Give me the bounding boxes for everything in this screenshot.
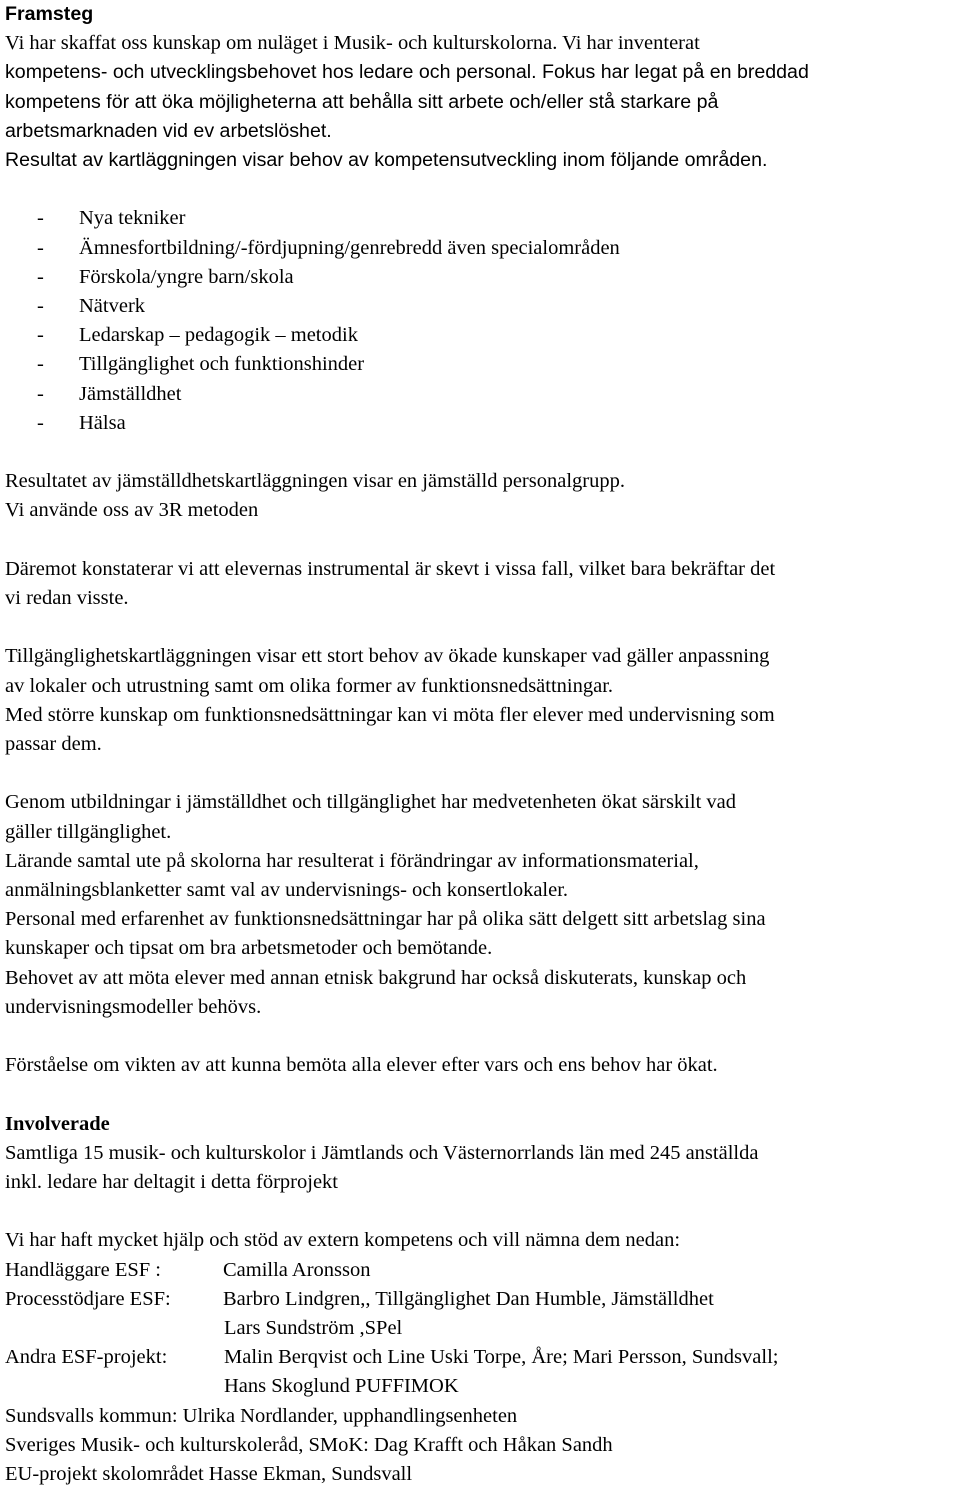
competence-area-list bbox=[5, 204, 955, 438]
list-item: - Tillgänglighet och funktionshinder bbox=[5, 350, 955, 379]
intro-line: Resultat av kartläggningen visar behov av kompetensutveckling inom följande områden. bbox=[5, 149, 768, 172]
help-intro: Vi har haft mycket hjälp och stöd av extern kompetens och vill nämna dem nedan: bbox=[5, 1229, 681, 1252]
contact-value: Camilla Aronsson bbox=[223, 1258, 371, 1281]
contact-row-andra bbox=[5, 1343, 955, 1372]
intro-line: kompetens för att öka möjligheterna att behålla sitt arbete och/eller stå starkare på bbox=[5, 90, 719, 113]
skew-line: vi redan visste. bbox=[5, 587, 129, 610]
spacer bbox=[5, 1080, 955, 1109]
contact-row-processtodjare bbox=[5, 1285, 955, 1314]
list-item: - Nya tekniker bbox=[5, 204, 955, 233]
contact-row-handlaggare bbox=[5, 1256, 955, 1285]
list-item: - Ledarskap – pedagogik – metodik bbox=[5, 321, 955, 350]
list-item: - Hälsa bbox=[5, 409, 955, 438]
result-line: Vi använde oss av 3R metoden bbox=[5, 499, 259, 522]
intro-line: kompetens- och utvecklingsbehovet hos ledare och personal. Fokus har legat på en breddad bbox=[5, 61, 809, 84]
training-line: kunskaper och tipsat om bra arbetsmetoder och bemötande. bbox=[5, 937, 493, 960]
contact-label: Processtödjare ESF: bbox=[5, 1287, 171, 1310]
spacer bbox=[5, 1022, 955, 1051]
accessibility-line: Med större kunskap om funktionsnedsättningar kan vi möta fler elever med undervisning som bbox=[5, 703, 775, 726]
result-line: Resultatet av jämställdhetskartläggningen visar en jämställd personalgrupp. bbox=[5, 470, 625, 493]
list-item: - Jämställdhet bbox=[5, 380, 955, 409]
training-line: Personal med erfarenhet av funktionsnedsättningar har på olika sätt delgett sitt arbetslag sina bbox=[5, 908, 766, 931]
training-line: gäller tillgänglighet. bbox=[5, 820, 172, 843]
involved-line: Samtliga 15 musik- och kulturskolor i Jämtlands och Västernorrlands län med 245 anställda bbox=[5, 1141, 759, 1164]
section-heading-framsteg: Framsteg bbox=[5, 3, 94, 25]
intro-line: Vi har skaffat oss kunskap om nuläget i Musik- och kulturskolorna. Vi har inventerat bbox=[5, 32, 700, 55]
training-line: Genom utbildningar i jämställdhet och tillgänglighet har medvetenheten ökat särskilt vad bbox=[5, 791, 736, 814]
list-item: - Förskola/yngre barn/skola bbox=[5, 263, 955, 292]
contact-label: Andra ESF-projekt: bbox=[5, 1346, 168, 1369]
section-framsteg bbox=[5, 0, 955, 1110]
contact-line-sundsvall: Sundsvalls kommun: Ulrika Nordlander, upphandlingsenheten bbox=[5, 1404, 518, 1427]
contact-continuation: Lars Sundström ,SPel bbox=[224, 1317, 403, 1340]
list-item: - Ämnesfortbildning/-fördjupning/genrebredd även specialområden bbox=[5, 234, 955, 263]
section-heading-involverade: Involverade bbox=[5, 1112, 110, 1135]
list-item: - Nätverk bbox=[5, 292, 955, 321]
understanding-line: Förståelse om vikten av att kunna bemöta alla elever efter vars och ens behov har ökat. bbox=[5, 1054, 718, 1077]
training-line: anmälningsblanketter samt val av undervisnings- och konsertlokaler. bbox=[5, 879, 569, 902]
spacer bbox=[5, 613, 955, 642]
spacer bbox=[5, 526, 955, 555]
section-involverade bbox=[5, 1110, 955, 1489]
spacer bbox=[5, 759, 955, 788]
spacer bbox=[5, 175, 955, 204]
contact-continuation: Hans Skoglund PUFFIMOK bbox=[224, 1375, 459, 1398]
accessibility-line: Tillgänglighetskartläggningen visar ett stort behov av ökade kunskaper vad gäller anpassning bbox=[5, 645, 770, 668]
document-page bbox=[5, 0, 955, 1489]
contact-value: Malin Berqvist och Line Uski Torpe, Åre; Mari Persson, Sundsvall; bbox=[224, 1346, 779, 1369]
spacer bbox=[5, 1197, 955, 1226]
training-line: Lärande samtal ute på skolorna har resulterat i förändringar av informationsmaterial, bbox=[5, 849, 699, 872]
involved-line: inkl. ledare har deltagit i detta förprojekt bbox=[5, 1171, 338, 1194]
contact-line-eu: EU-projekt skolområdet Hasse Ekman, Sundsvall bbox=[5, 1463, 413, 1486]
intro-line: arbetsmarknaden vid ev arbetslöshet. bbox=[5, 119, 332, 142]
skew-line: Däremot konstaterar vi att elevernas instrumental är skevt i vissa fall, vilket bara bekräftar det bbox=[5, 557, 776, 580]
accessibility-line: av lokaler och utrustning samt om olika former av funktionsnedsättningar. bbox=[5, 674, 614, 697]
training-line: undervisningsmodeller behövs. bbox=[5, 995, 262, 1018]
accessibility-line: passar dem. bbox=[5, 733, 102, 756]
contact-label: Handläggare ESF : bbox=[5, 1258, 161, 1281]
spacer bbox=[5, 438, 955, 467]
contact-line-smok: Sveriges Musik- och kulturskoleråd, SMoK: Dag Krafft och Håkan Sandh bbox=[5, 1433, 613, 1456]
contact-value: Barbro Lindgren,, Tillgänglighet Dan Humble, Jämställdhet bbox=[223, 1287, 714, 1310]
training-line: Behovet av att möta elever med annan etnisk bakgrund har också diskuterats, kunskap och bbox=[5, 966, 747, 989]
